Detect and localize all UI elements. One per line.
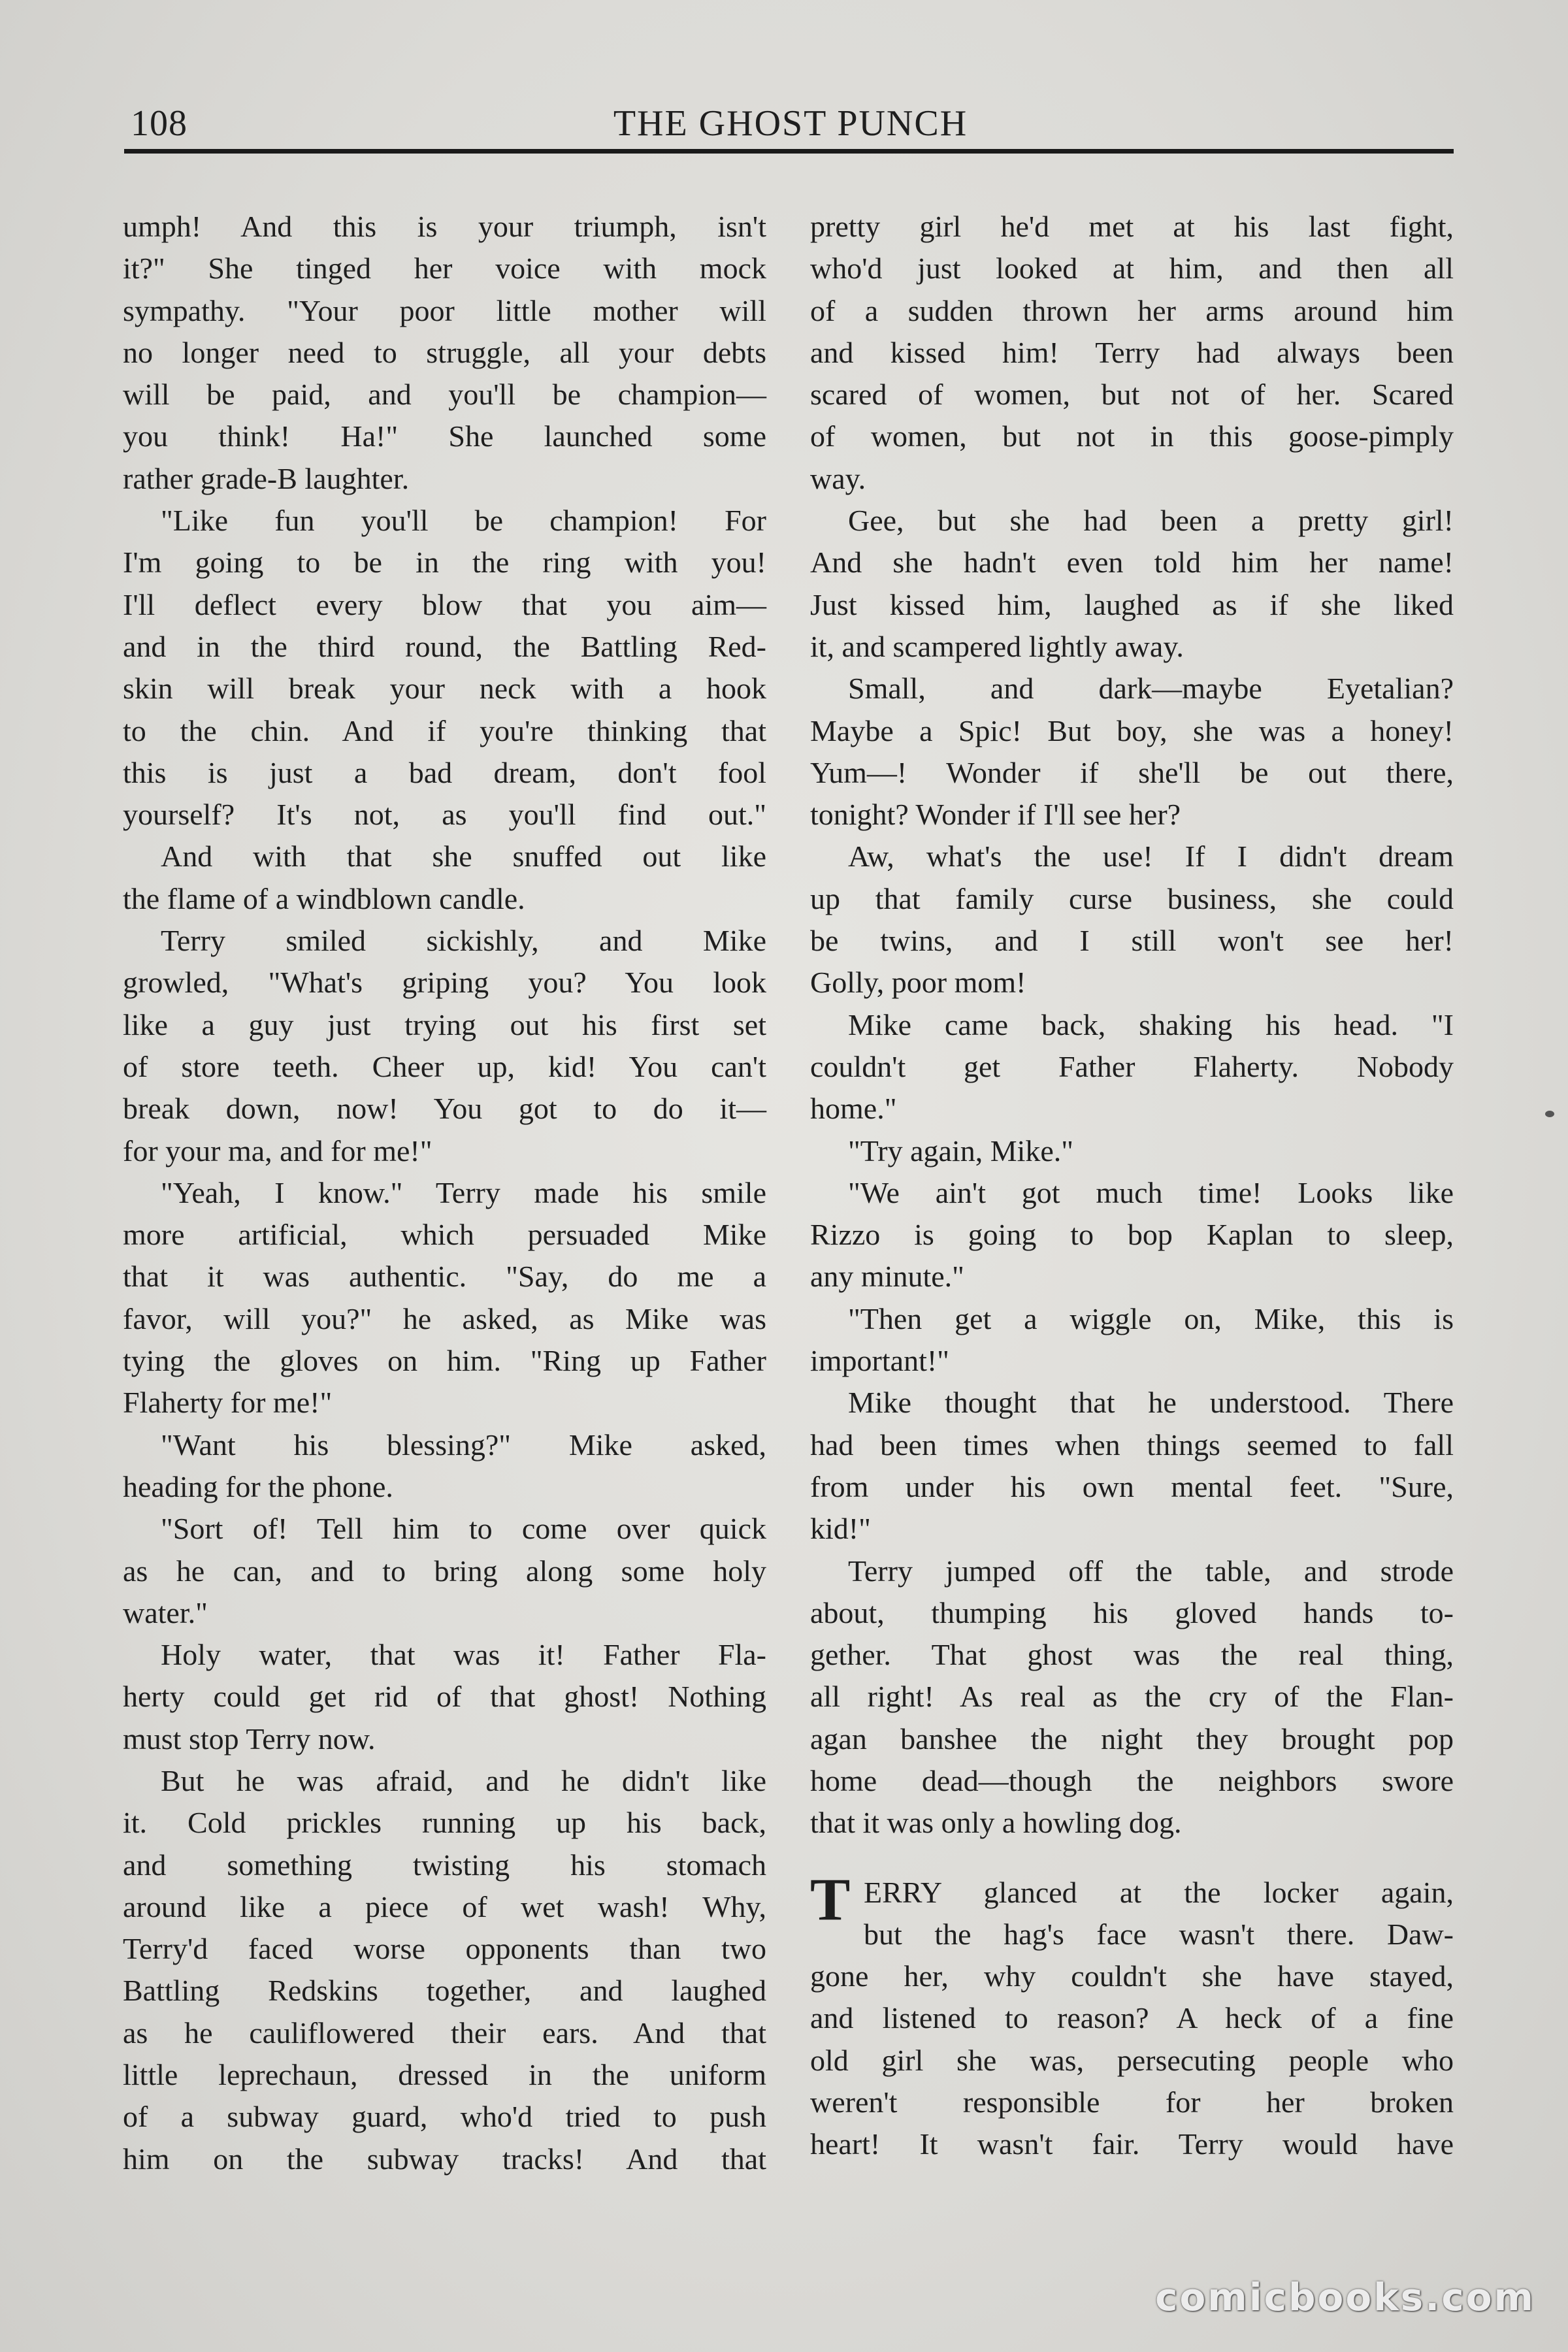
- text-line: rather grade-B laughter.: [123, 461, 410, 495]
- right-column: [810, 206, 1454, 2166]
- text-line: favor, will you?" he asked, as Mike was: [123, 1301, 766, 1335]
- page-number: 108: [131, 103, 188, 144]
- text-line: for your ma, and for me!": [123, 1134, 433, 1168]
- text-line: weren't responsible for her broken: [810, 2085, 1454, 2119]
- text-line: be twins, and I still won't see her!: [810, 924, 1454, 958]
- text-line: any minute.": [810, 1260, 964, 1294]
- text-line: of women, but not in this goose-pimply: [810, 419, 1454, 453]
- text-line: But he was afraid, and he didn't like: [161, 1763, 766, 1797]
- text-line: of a subway guard, who'd tried to push: [123, 2100, 766, 2134]
- text-line: as he cauliflowered their ears. And that: [123, 2016, 766, 2050]
- text-line: and kissed him! Terry had always been: [810, 335, 1454, 369]
- text-line: kid!": [810, 1512, 871, 1546]
- text-line: Maybe a Spic! But boy, she was a honey!: [810, 713, 1454, 747]
- text-line: pretty girl he'd met at his last fight,: [810, 210, 1454, 243]
- text-line: way.: [810, 461, 866, 495]
- text-line: him on the subway tracks! And that: [123, 2142, 766, 2176]
- text-line: herty could get rid of that ghost! Nothing: [123, 1680, 766, 1714]
- text-line: "Yeah, I know." Terry made his smile: [161, 1175, 766, 1209]
- text-line: more artificial, which persuaded Mike: [123, 1218, 766, 1252]
- text-line: no longer need to struggle, all your debts: [123, 335, 766, 369]
- text-line: "We ain't got much time! Looks like: [848, 1175, 1454, 1209]
- text-line: tying the gloves on him. "Ring up Father: [123, 1344, 766, 1378]
- watermark-logo: comicbooks.com: [1155, 2275, 1535, 2319]
- text-line: And with that she snuffed out like: [161, 840, 766, 874]
- text-line: of a sudden thrown her arms around him: [810, 293, 1454, 327]
- text-line: "Then get a wiggle on, Mike, this is: [848, 1301, 1454, 1335]
- text-line: old girl she was, persecuting people who: [810, 2043, 1454, 2077]
- section-opening: [810, 1865, 1454, 2166]
- left-column: [123, 206, 766, 2180]
- text-line: ERRY glanced at the locker again,: [864, 1875, 1454, 1909]
- text-line: heart! It wasn't fair. Terry would have: [810, 2127, 1454, 2161]
- text-line: Terry smiled sickishly, and Mike: [161, 924, 766, 958]
- section-break: [810, 1844, 1454, 1872]
- text-line: Gee, but she had been a pretty girl!: [848, 504, 1454, 538]
- text-line: it?" She tinged her voice with mock: [123, 252, 766, 286]
- text-line: it. Cold prickles running up his back,: [123, 1806, 766, 1840]
- drop-cap: T: [810, 1865, 851, 1933]
- text-line: that it was authentic. "Say, do me a: [123, 1260, 766, 1294]
- text-line: scared of women, but not of her. Scared: [810, 378, 1454, 412]
- text-line: it, and scampered lightly away.: [810, 629, 1184, 663]
- page-header: [131, 98, 1450, 150]
- text-line: little leprechaun, dressed in the uniform: [123, 2058, 766, 2092]
- text-line: home dead—though the neighbors swore: [810, 1763, 1454, 1797]
- text-line: and something twisting his stomach: [123, 1848, 766, 1882]
- header-rule: [124, 149, 1454, 154]
- text-line: "Sort of! Tell him to come over quick: [161, 1512, 766, 1546]
- text-line: I'm going to be in the ring with you!: [123, 546, 766, 580]
- text-line: skin will break your neck with a hook: [123, 672, 766, 706]
- text-line: but the hag's face wasn't there. Daw-: [864, 1917, 1454, 1951]
- text-line: Terry jumped off the table, and strode: [848, 1554, 1454, 1588]
- text-line: had been times when things seemed to fall: [810, 1428, 1454, 1462]
- text-line: up that family curse business, she could: [810, 881, 1454, 915]
- text-line: And she hadn't even told him her name!: [810, 546, 1454, 580]
- text-line: all right! As real as the cry of the Flan-: [810, 1680, 1454, 1714]
- text-line: who'd just looked at him, and then all: [810, 252, 1454, 286]
- text-line: the flame of a windblown candle.: [123, 881, 525, 915]
- text-line: around like a piece of wet wash! Why,: [123, 1889, 766, 1923]
- text-line: agan banshee the night they brought pop: [810, 1722, 1454, 1756]
- text-line: break down, now! You got to do it—: [123, 1092, 766, 1126]
- text-line: sympathy. "Your poor little mother will: [123, 293, 766, 327]
- text-line: couldn't get Father Flaherty. Nobody: [810, 1049, 1454, 1083]
- text-line: Aw, what's the use! If I didn't dream: [848, 840, 1454, 874]
- text-line: Mike thought that he understood. There: [848, 1386, 1454, 1420]
- text-line: to the chin. And if you're thinking that: [123, 713, 766, 747]
- text-line: tonight? Wonder if I'll see her?: [810, 798, 1181, 832]
- text-line: Holy water, that was it! Father Fla-: [161, 1638, 766, 1672]
- text-line: as he can, and to bring along some holy: [123, 1554, 766, 1588]
- text-line: gether. That ghost was the real thing,: [810, 1638, 1454, 1672]
- text-line: umph! And this is your triumph, isn't: [123, 210, 766, 243]
- text-line: important!": [810, 1344, 949, 1378]
- text-line: and listened to reason? A heck of a fine: [810, 2001, 1454, 2035]
- text-line: Golly, poor mom!: [810, 966, 1026, 1000]
- text-line: Yum—! Wonder if she'll be out there,: [810, 755, 1454, 789]
- text-line: Rizzo is going to bop Kaplan to sleep,: [810, 1218, 1454, 1252]
- text-line: "Like fun you'll be champion! For: [161, 504, 766, 538]
- text-line: Small, and dark—maybe Eyetalian?: [848, 672, 1454, 706]
- text-line: and in the third round, the Battling Red-: [123, 629, 766, 663]
- text-line: water.": [123, 1595, 208, 1629]
- text-line: must stop Terry now.: [123, 1722, 376, 1756]
- text-line: "Try again, Mike.": [848, 1134, 1074, 1168]
- text-line: heading for the phone.: [123, 1469, 393, 1503]
- text-line: about, thumping his gloved hands to-: [810, 1595, 1454, 1629]
- ink-speck: [1545, 1111, 1554, 1117]
- text-line: Mike came back, shaking his head. "I: [848, 1007, 1454, 1041]
- text-line: Just kissed him, laughed as if she liked: [810, 587, 1454, 621]
- text-line: will be paid, and you'll be champion—: [123, 378, 766, 412]
- text-line: Battling Redskins together, and laughed: [123, 1974, 766, 2008]
- text-line: home.": [810, 1092, 897, 1126]
- text-line: that it was only a howling dog.: [810, 1806, 1182, 1840]
- text-line: growled, "What's griping you? You look: [123, 966, 766, 1000]
- text-line: yourself? It's not, as you'll find out.": [123, 798, 766, 832]
- text-line: Terry'd faced worse opponents than two: [123, 1932, 766, 1966]
- text-line: you think! Ha!" She launched some: [123, 419, 766, 453]
- text-line: this is just a bad dream, don't fool: [123, 755, 766, 789]
- text-line: Flaherty for me!": [123, 1386, 333, 1420]
- text-line: "Want his blessing?" Mike asked,: [161, 1428, 766, 1462]
- running-title: THE GHOST PUNCH: [613, 103, 968, 144]
- text-line: from under his own mental feet. "Sure,: [810, 1469, 1454, 1503]
- text-line: like a guy just trying out his first set: [123, 1007, 766, 1041]
- text-line: I'll deflect every blow that you aim—: [123, 587, 766, 621]
- text-line: of store teeth. Cheer up, kid! You can't: [123, 1049, 766, 1083]
- text-line: gone her, why couldn't she have stayed,: [810, 1959, 1454, 1993]
